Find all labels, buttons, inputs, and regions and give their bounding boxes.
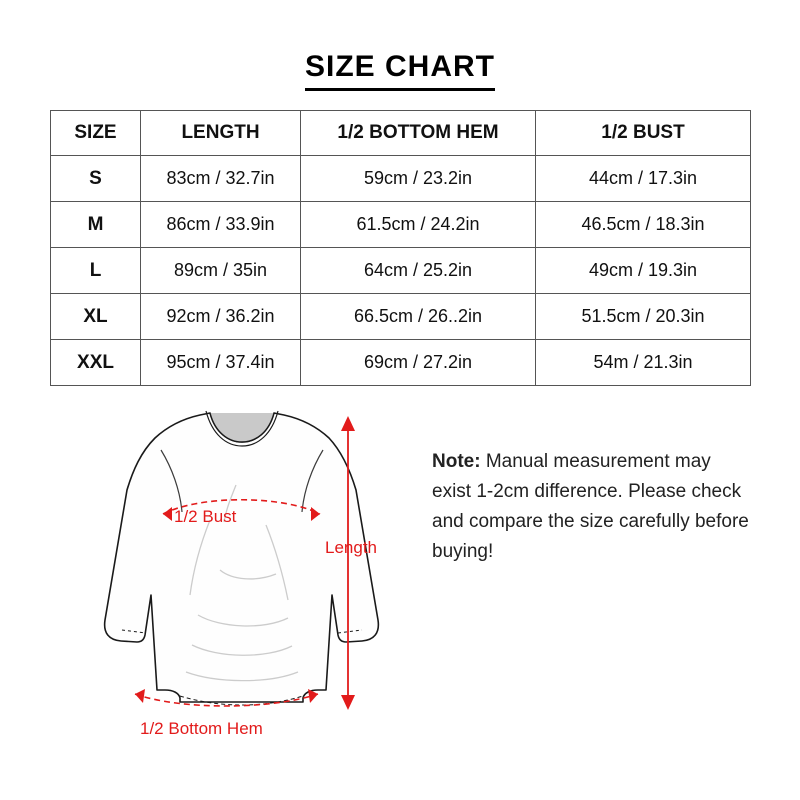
bust-measure-label: 1/2 Bust [174, 507, 237, 526]
table-row [51, 156, 751, 202]
cell-length: 95cm / 37.4in [141, 340, 301, 386]
table-row [51, 340, 751, 386]
cell-length: 86cm / 33.9in [141, 202, 301, 248]
table-header-row [51, 111, 751, 156]
cell-length: 89cm / 35in [141, 248, 301, 294]
cell-size: XXL [51, 340, 141, 386]
size-table [50, 110, 751, 386]
cell-size: XL [51, 294, 141, 340]
cell-size: L [51, 248, 141, 294]
cell-hem: 69cm / 27.2in [301, 340, 536, 386]
cell-length: 92cm / 36.2in [141, 294, 301, 340]
dress-outline-icon [105, 411, 379, 705]
hem-measure-label: 1/2 Bottom Hem [140, 719, 263, 738]
cell-hem: 61.5cm / 24.2in [301, 202, 536, 248]
table-row [51, 202, 751, 248]
table-row [51, 294, 751, 340]
note-text-block [432, 447, 752, 567]
length-measure-label: Length [325, 538, 377, 557]
note-body: Manual measurement may exist 1-2cm difference. Please check and compare the size carefully before buying! [432, 451, 749, 562]
garment-diagram-svg [60, 390, 420, 760]
size-table-container [50, 110, 750, 386]
garment-illustration [60, 390, 420, 760]
cell-size: S [51, 156, 141, 202]
cell-hem: 64cm / 25.2in [301, 248, 536, 294]
cell-hem: 59cm / 23.2in [301, 156, 536, 202]
column-header-bust: 1/2 BUST [536, 111, 751, 156]
page-title: SIZE CHART [305, 50, 495, 91]
page-title-container [0, 50, 800, 91]
cell-hem: 66.5cm / 26..2in [301, 294, 536, 340]
cell-bust: 54m / 21.3in [536, 340, 751, 386]
column-header-hem: 1/2 BOTTOM HEM [301, 111, 536, 156]
cell-bust: 44cm / 17.3in [536, 156, 751, 202]
note-prefix: Note: [432, 451, 481, 472]
cell-bust: 49cm / 19.3in [536, 248, 751, 294]
column-header-length: LENGTH [141, 111, 301, 156]
cell-length: 83cm / 32.7in [141, 156, 301, 202]
cell-bust: 46.5cm / 18.3in [536, 202, 751, 248]
table-row [51, 248, 751, 294]
cell-bust: 51.5cm / 20.3in [536, 294, 751, 340]
column-header-size: SIZE [51, 111, 141, 156]
cell-size: M [51, 202, 141, 248]
